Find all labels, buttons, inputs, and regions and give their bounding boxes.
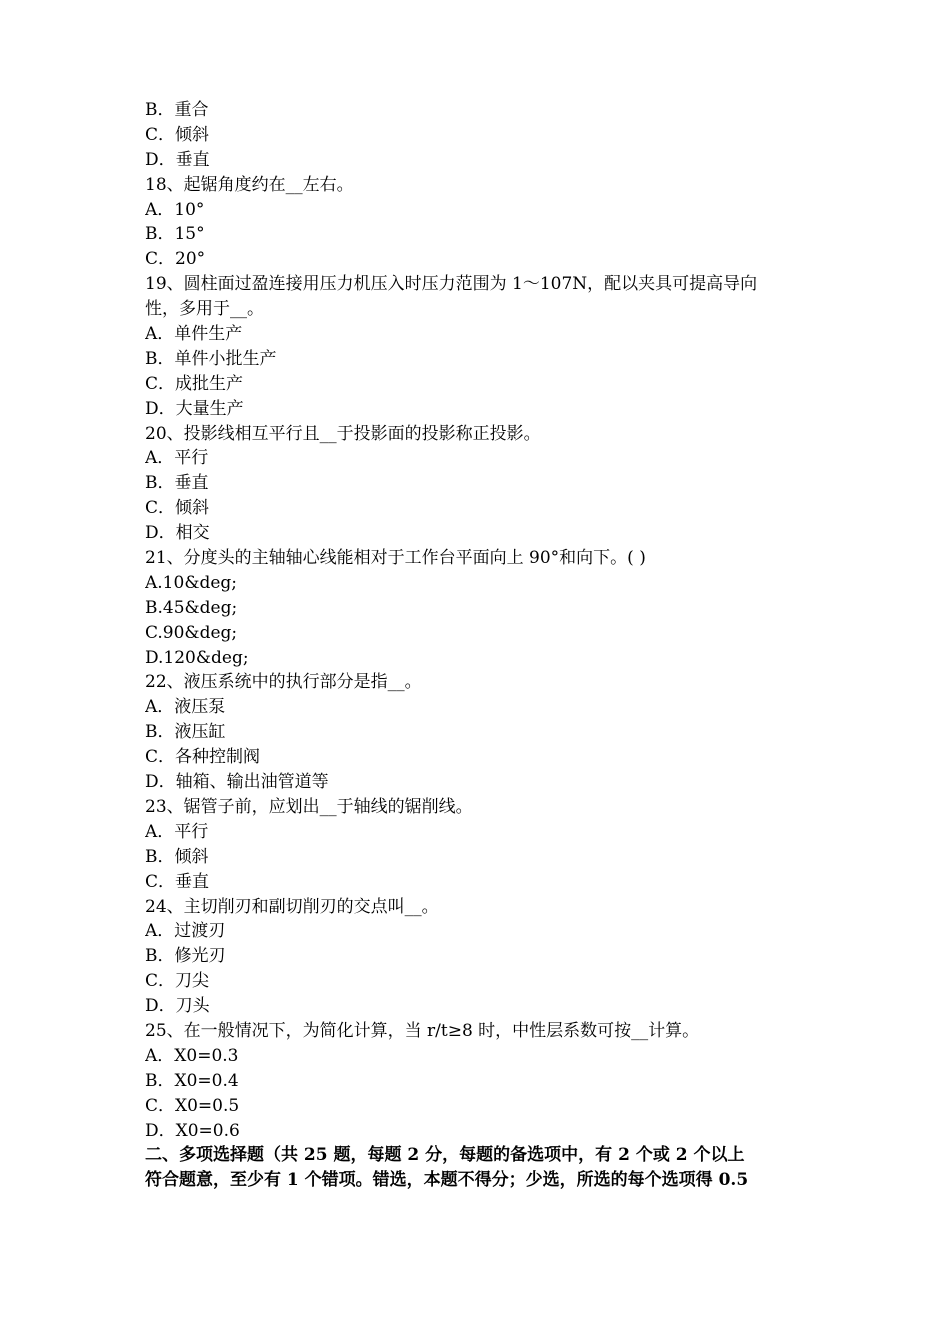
question-22: 22、液压系统中的执行部分是指__。 <box>145 672 422 693</box>
option-line: B．15° <box>145 224 205 245</box>
option-line: B．重合 <box>145 100 209 120</box>
question-24: 24、主切削刃和副切削刃的交点叫__。 <box>145 896 439 917</box>
option-line: C．成批生产 <box>145 373 244 394</box>
section-heading-continued: 符合题意，至少有 1 个错项。错选，本题不得分；少选，所选的每个选项得 0.5 <box>145 1170 749 1191</box>
option-line: A．平行 <box>145 821 209 842</box>
option-line: C．20° <box>145 249 206 270</box>
option-line: B．修光刃 <box>145 946 226 967</box>
option-line: B．倾斜 <box>145 846 209 867</box>
section-heading: 二、多项选择题（共 25 题，每题 2 分，每题的备选项中，有 2 个或 2 个以上 <box>145 1145 745 1166</box>
question-19: 19、圆柱面过盈连接用压力机压入时压力范围为 1～107N，配以夹具可提高导向 <box>145 274 758 295</box>
option-line: D．轴箱、输出油管道等 <box>145 772 329 793</box>
option-line: B.45&deg; <box>145 597 238 618</box>
option-line: A.10&deg; <box>145 572 237 593</box>
option-line: C.90&deg; <box>145 622 238 643</box>
option-line: A．10° <box>145 199 205 220</box>
option-line: B．垂直 <box>145 473 209 494</box>
question-25: 25、在一般情况下，为简化计算，当 r/t≥8 时，中性层系数可按__计算。 <box>145 1020 700 1041</box>
question-19-continued: 性，多用于__。 <box>145 299 264 320</box>
option-line: D．相交 <box>145 523 210 544</box>
option-line: C．刀尖 <box>145 971 210 992</box>
document-page <box>145 98 810 1193</box>
option-line: D．垂直 <box>145 149 210 170</box>
option-line: D．X0=0.6 <box>145 1120 240 1141</box>
option-line: C．垂直 <box>145 871 210 892</box>
option-line: D.120&deg; <box>145 647 249 668</box>
option-line: A．液压泵 <box>145 697 226 718</box>
option-line: A．平行 <box>145 448 209 469</box>
question-20: 20、投影线相互平行且__于投影面的投影称正投影。 <box>145 423 541 444</box>
option-line: C．X0=0.5 <box>145 1095 240 1116</box>
option-line: B．单件小批生产 <box>145 348 277 369</box>
option-line: A．单件生产 <box>145 324 243 345</box>
question-18: 18、起锯角度约在__左右。 <box>145 174 354 195</box>
option-line: A．X0=0.3 <box>145 1045 239 1066</box>
option-line: B．X0=0.4 <box>145 1070 239 1091</box>
option-line: D．刀头 <box>145 996 210 1017</box>
option-line: A．过渡刃 <box>145 921 226 942</box>
option-line: C．各种控制阀 <box>145 747 261 768</box>
option-line: D．大量生产 <box>145 398 244 419</box>
option-line: C．倾斜 <box>145 498 210 519</box>
option-line: C．倾斜 <box>145 124 210 145</box>
question-21: 21、分度头的主轴轴心线能相对于工作台平面向上 90°和向下。( ) <box>145 548 646 569</box>
option-line: B．液压缸 <box>145 722 226 743</box>
question-23: 23、锯管子前，应划出__于轴线的锯削线。 <box>145 796 473 817</box>
